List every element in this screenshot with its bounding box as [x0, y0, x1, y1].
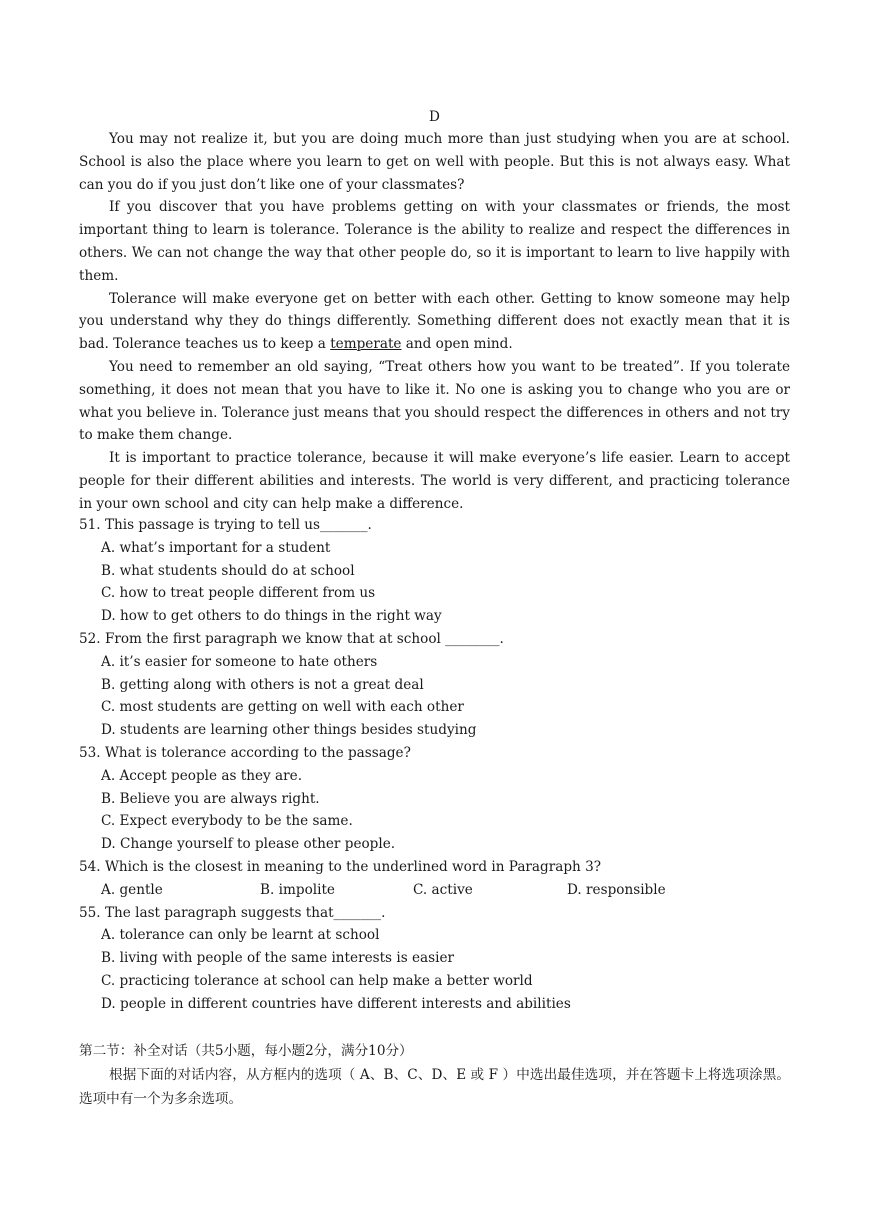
paragraph-4: You need to remember an old saying, “Treat others how you want to be treated”. If you tolerate something, it does not mean that you have to like it. No one is asking you to change who you are or what you believe in. Tolerance just means that you should respect the differences in others and not try to make them change. — [79, 358, 790, 444]
option-b: B. Believe you are always right. — [101, 790, 320, 807]
option-d: D. students are learning other things besides studying — [101, 722, 477, 739]
option-c: C. practicing tolerance at school can help make a better world — [101, 972, 533, 989]
option-a: A. Accept people as they are. — [101, 767, 303, 784]
option-c: C. how to treat people different from us — [101, 585, 376, 602]
question-55 — [79, 902, 790, 1016]
question-54 — [79, 856, 790, 902]
question-stem: 52. From the first paragraph we know that at school ________. — [79, 630, 504, 647]
paragraph-1: You may not realize it, but you are doing much more than just studying when you are at school. School is also the place where you learn to get on well with people. But this is not always easy. What can you do if you just don’t like one of your classmates? — [79, 131, 790, 193]
option-b: B. living with people of the same interests is easier — [101, 950, 455, 967]
option-c: C. Expect everybody to be the same. — [101, 813, 353, 830]
option-b: B. impolite — [260, 881, 335, 898]
paragraph-3-text-after: and open mind. — [401, 336, 513, 353]
options-row — [101, 879, 790, 902]
question-list — [79, 514, 790, 1016]
option-b: B. getting along with others is not a great deal — [101, 676, 424, 693]
section-2-instructions: 根据下面的对话内容，从方框内的选项（ A、B、C、D、E 或 F ）中选出最佳选项，并在答题卡上将选项涂黑。选项中有一个为多余选项。 — [79, 1066, 790, 1107]
option-c: C. active — [413, 881, 473, 898]
question-stem: 51. This passage is trying to tell us_______. — [79, 517, 372, 533]
paragraph-3 — [79, 288, 790, 356]
option-a: A. gentle — [101, 881, 163, 898]
option-a: A. tolerance can only be learnt at school — [101, 927, 380, 944]
section-2 — [79, 1040, 790, 1111]
passage-title: D — [429, 109, 440, 125]
option-c: C. most students are getting on well with each other — [101, 699, 464, 716]
paragraph-3-text-before: Tolerance will make everyone get on better with each other. Getting to know someone may help you understand why they do things differently. Something different does not exactly mean that it is bad. Tolerance teaches us to keep a — [79, 290, 790, 353]
question-stem: 55. The last paragraph suggests that_______. — [79, 904, 386, 921]
question-53 — [79, 742, 790, 856]
option-d: D. responsible — [567, 881, 666, 898]
underlined-word: temperate — [330, 336, 402, 353]
question-stem: 53. What is tolerance according to the passage? — [79, 744, 411, 761]
option-d: D. how to get others to do things in the right way — [101, 608, 442, 625]
option-b: B. what students should do at school — [101, 562, 355, 579]
option-d: D. Change yourself to please other people. — [101, 836, 396, 853]
question-52 — [79, 628, 790, 742]
section-2-title: 第二节：补全对话（共5小题，每小题2分，满分10分） — [79, 1043, 413, 1059]
question-stem: 54. Which is the closest in meaning to the underlined word in Paragraph 3? — [79, 858, 602, 875]
option-a: A. it’s easier for someone to hate others — [101, 653, 378, 670]
option-d: D. people in different countries have different interests and abilities — [101, 995, 571, 1012]
option-a: A. what’s important for a student — [101, 539, 331, 556]
paragraph-5: It is important to practice tolerance, because it will make everyone’s life easier. Learn to accept people for their different abilities and interests. The world is very different, and practicing tolerance in your own school and city can help make a difference. — [79, 450, 790, 512]
question-51 — [79, 514, 790, 628]
reading-passage — [79, 128, 790, 516]
paragraph-2: If you discover that you have problems getting on with your classmates or friends, the most important thing to learn is tolerance. Tolerance is the ability to realize and respect the differences in others. We can not change the way that other people do, so it is important to learn to live happily with them. — [79, 199, 790, 284]
